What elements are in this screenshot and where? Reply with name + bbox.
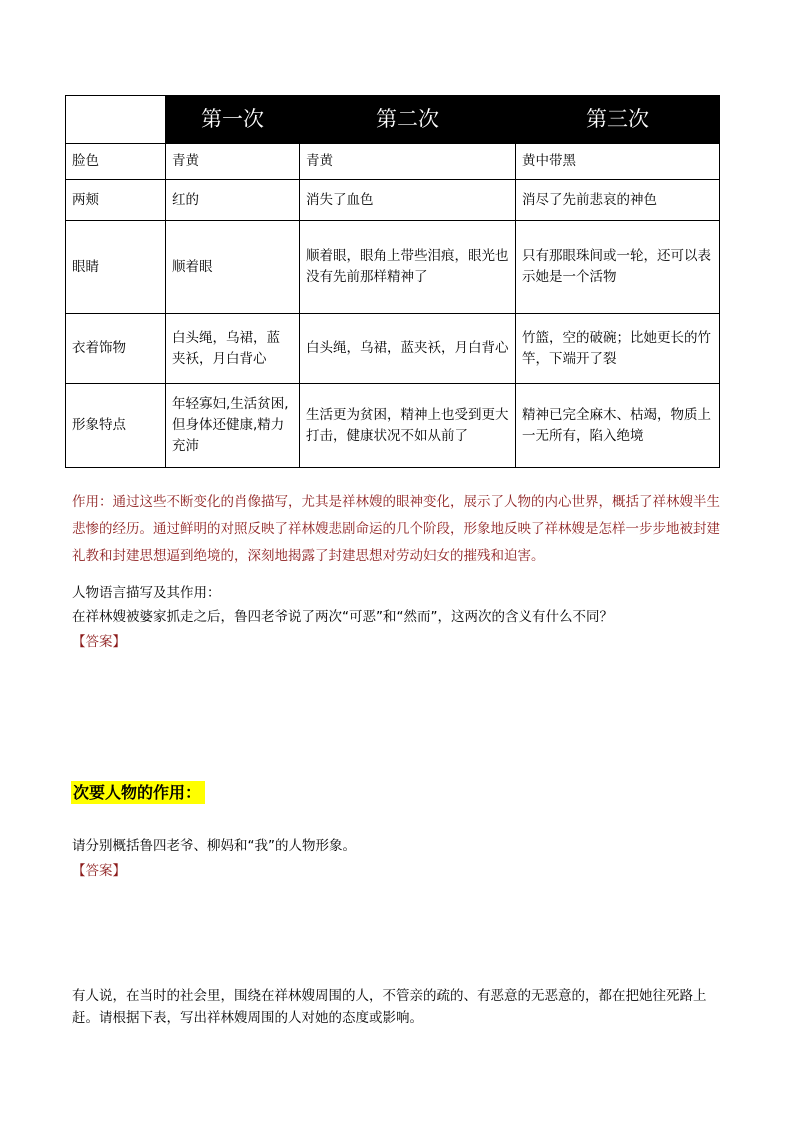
header-first: 第一次 bbox=[166, 96, 300, 144]
table-cell: 青黄 bbox=[300, 144, 516, 180]
table-cell: 精神已完全麻木、枯竭，物质上一无所有，陷入绝境 bbox=[516, 384, 720, 468]
row-label: 脸色 bbox=[66, 144, 166, 180]
table-cell: 生活更为贫困，精神上也受到更大打击，健康状况不如从前了 bbox=[300, 384, 516, 468]
table-cell: 白头绳，乌裙，蓝夹袄，月白背心 bbox=[166, 314, 300, 384]
question-3: 有人说，在当时的社会里，围绕在祥林嫂周围的人，不管亲的疏的、有恶意的无恶意的，都在把她往死路上赶。请根据下表，写出祥林嫂周围的人对她的态度或影响。 bbox=[72, 988, 707, 1026]
table-cell: 红的 bbox=[166, 180, 300, 221]
portrait-comparison-table bbox=[65, 95, 720, 468]
table-row bbox=[66, 314, 720, 384]
table-cell: 白头绳，乌裙，蓝夹袄，月白背心 bbox=[300, 314, 516, 384]
row-label: 两颊 bbox=[66, 180, 166, 221]
effect-paragraph: 作用：通过这些不断变化的肖像描写，尤其是祥林嫂的眼神变化，展示了人物的内心世界，概括了祥林嫂半生悲惨的经历。通过鲜明的对照反映了祥林嫂悲剧命运的几个阶段，形象地反映了祥林嫂是怎样一步步地被封建礼教和封建思想逼到绝境的，深刻地揭露了封建思想对劳动妇女的摧残和迫害。 bbox=[72, 494, 720, 564]
table-cell: 竹篮，空的破碗；比她更长的竹竿，下端开了裂 bbox=[516, 314, 720, 384]
table-cell: 年轻寡妇,生活贫困,但身体还健康,精力充沛 bbox=[166, 384, 300, 468]
section-title: 次要人物的作用： bbox=[71, 781, 205, 804]
table-cell: 只有那眼珠间或一轮，还可以表示她是一个活物 bbox=[516, 221, 720, 314]
table-header-row bbox=[66, 96, 720, 144]
answer-label-1: 【答案】 bbox=[72, 634, 126, 650]
table-cell: 顺着眼 bbox=[166, 221, 300, 314]
table-cell: 消失了血色 bbox=[300, 180, 516, 221]
answer-label-2: 【答案】 bbox=[72, 863, 126, 879]
header-second: 第二次 bbox=[300, 96, 516, 144]
row-label: 眼睛 bbox=[66, 221, 166, 314]
table-row bbox=[66, 144, 720, 180]
table-cell: 顺着眼，眼角上带些泪痕，眼光也没有先前那样精神了 bbox=[300, 221, 516, 314]
language-heading: 人物语言描写及其作用： bbox=[72, 585, 221, 601]
header-third: 第三次 bbox=[516, 96, 720, 144]
table-cell: 青黄 bbox=[166, 144, 300, 180]
table-cell: 消尽了先前悲哀的神色 bbox=[516, 180, 720, 221]
table-row bbox=[66, 384, 720, 468]
question-2: 请分别概括鲁四老爷、柳妈和“我”的人物形象。 bbox=[72, 838, 356, 854]
row-label: 形象特点 bbox=[66, 384, 166, 468]
table-cell: 黄中带黑 bbox=[516, 144, 720, 180]
table-row bbox=[66, 221, 720, 314]
row-label: 衣着饰物 bbox=[66, 314, 166, 384]
header-blank-cell bbox=[66, 96, 166, 144]
table-row bbox=[66, 180, 720, 221]
question-1: 在祥林嫂被婆家抓走之后，鲁四老爷说了两次“可恶”和“然而”，这两次的含义有什么不同？ bbox=[72, 609, 613, 625]
